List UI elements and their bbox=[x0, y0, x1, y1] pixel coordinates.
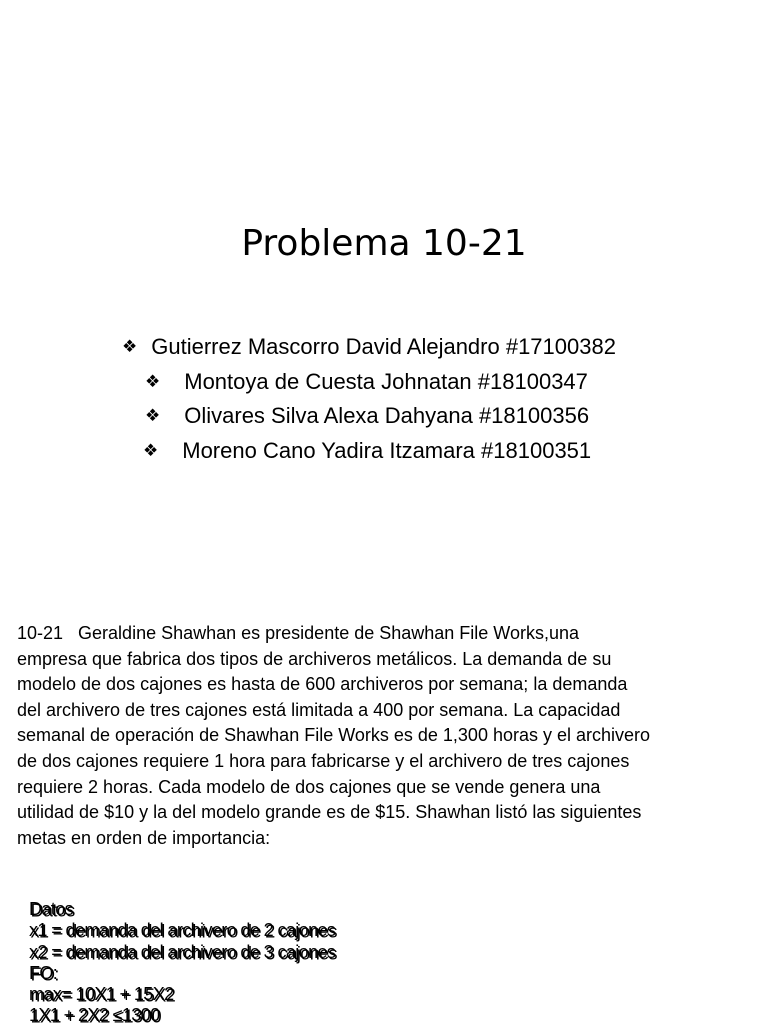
author-name: Montoya de Cuesta Johnatan #18100347 bbox=[184, 368, 588, 394]
datos-block bbox=[29, 899, 629, 1024]
author-item bbox=[0, 434, 768, 469]
datos-line: x1 = demanda del archivero de 2 cajones bbox=[29, 920, 336, 941]
author-item bbox=[0, 365, 768, 400]
slide-title: Problema 10-21 bbox=[241, 223, 527, 264]
datos-line: x2 = demanda del archivero de 3 cajones bbox=[29, 941, 336, 962]
datos-line: FO: bbox=[29, 962, 58, 983]
author-name: Gutierrez Mascorro David Alejandro #17100382 bbox=[151, 334, 616, 359]
datos-heading: Datos bbox=[29, 899, 74, 919]
datos-line: max= 10X1 + 15X2 bbox=[29, 984, 174, 1005]
diamond-bullet-icon: ❖ bbox=[145, 371, 161, 391]
author-item bbox=[0, 399, 768, 434]
diamond-bullet-icon: ❖ bbox=[143, 440, 159, 460]
author-name: Moreno Cano Yadira Itzamara #18100351 bbox=[182, 437, 592, 463]
diamond-bullet-icon: ❖ bbox=[122, 337, 138, 356]
diamond-bullet-icon: ❖ bbox=[145, 406, 161, 425]
datos-line: 1X1 + 2X2 ≤1300 bbox=[29, 1005, 160, 1024]
problem-statement: 10-21 Geraldine Shawhan es presidente de Shawhan File Works,una empresa que fabrica dos tipos de archiveros metálicos. La demanda de su modelo de dos cajones es hasta de 600 archiveros por semana; la demanda del archivero de tres cajones está limitada a 400 por semana. La capacidad semanal de operación de Shawhan File Works es de 1,300 horas y el archivero de dos cajones requiere 1 hora para fabricarse y el archivero de tres cajones requiere 2 horas. Cada modelo de dos cajones que se vende genera una utilidad de $10 y la del modelo grande es de $15. Shawhan listó las siguientes metas en orden de importancia: bbox=[17, 623, 651, 848]
author-item bbox=[0, 330, 768, 365]
author-name: Olivares Silva Alexa Dahyana #18100356 bbox=[184, 403, 590, 428]
